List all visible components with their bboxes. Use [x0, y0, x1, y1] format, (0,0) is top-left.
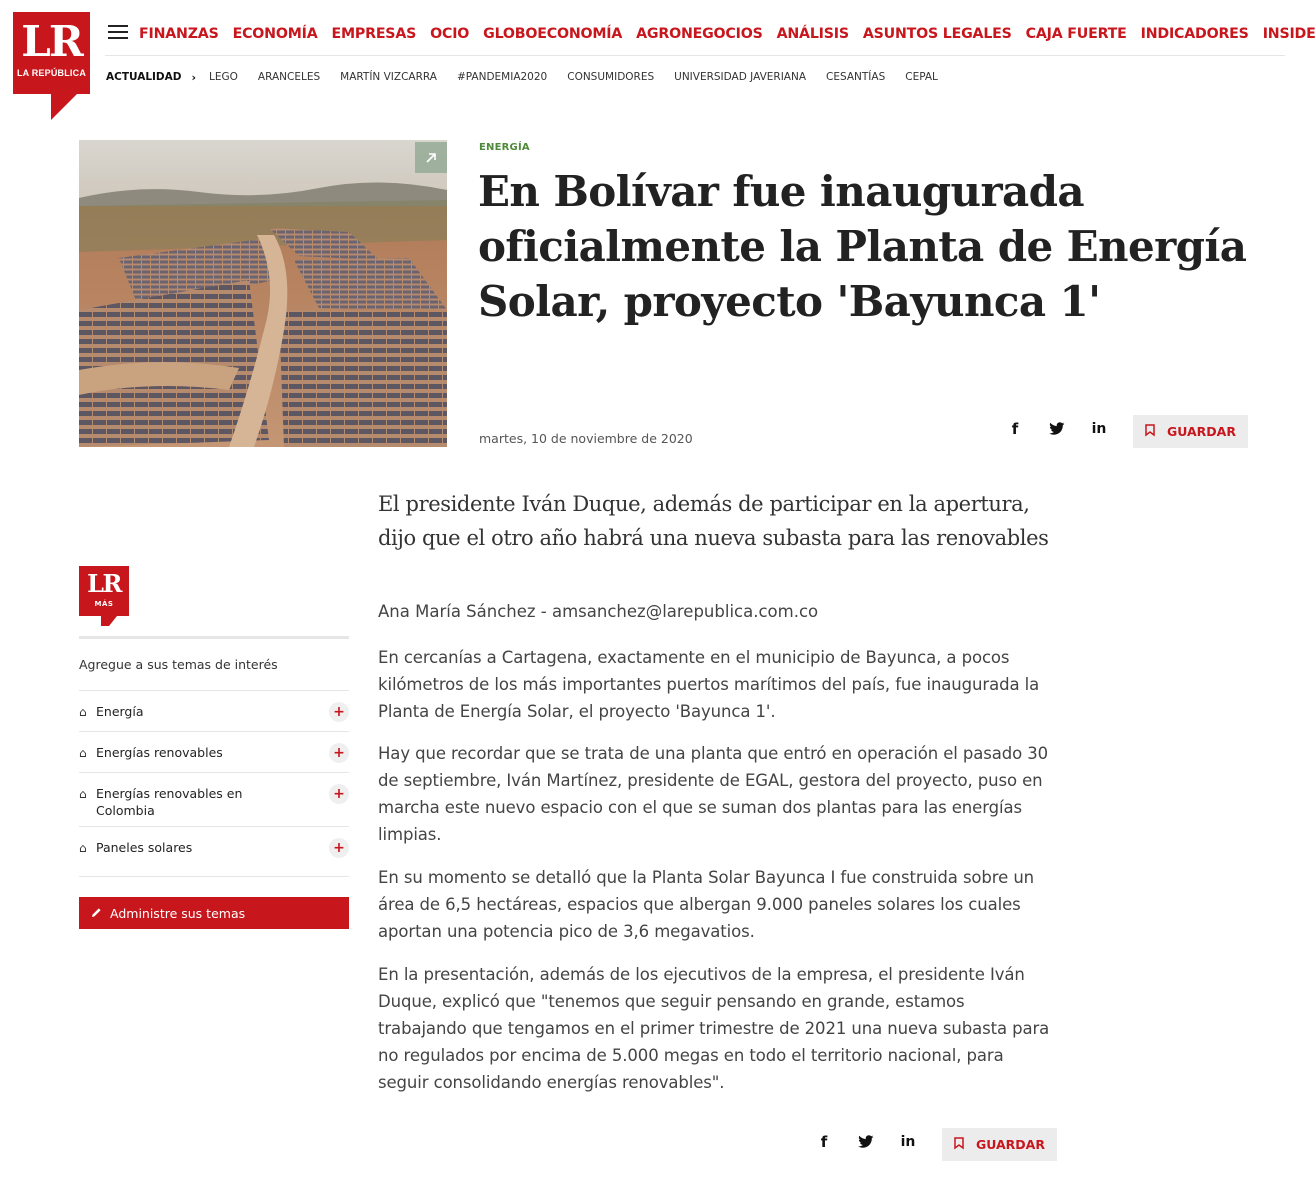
interest-topic-row[interactable] [79, 731, 349, 772]
chevron-right-icon: › [191, 70, 197, 84]
save-label: GUARDAR [975, 1137, 1045, 1152]
bookmark-icon [954, 1137, 964, 1152]
twitter-icon[interactable] [1047, 419, 1067, 439]
save-button-bottom[interactable] [942, 1128, 1057, 1161]
topic-link[interactable]: LEGO [209, 71, 238, 83]
nav-caja-fuerte[interactable]: CAJA FUERTE [1025, 26, 1127, 42]
interest-topic-label: Energías renovables en Colombia [96, 786, 243, 818]
interest-topic-label: Energía [96, 704, 144, 719]
topic-link[interactable]: UNIVERSIDAD JAVERIANA [674, 71, 807, 83]
actualidad-label: ACTUALIDAD [106, 71, 182, 83]
trending-topics-bar [106, 68, 938, 86]
nav-agronegocios[interactable]: AGRONEGOCIOS [636, 26, 763, 42]
topic-link[interactable]: CESANTÍAS [826, 71, 886, 83]
nav-inside[interactable]: INSIDE [1262, 26, 1316, 42]
lr-mas-letters: LR [87, 569, 121, 598]
article-lede: El presidente Iván Duque, además de participar en la apertura, dijo que el otro año habrá una nueva subasta para las renovables [378, 492, 1049, 550]
save-label: GUARDAR [1166, 424, 1236, 439]
linkedin-icon[interactable]: in [900, 1134, 916, 1150]
tag-icon: ⌂ [79, 746, 87, 760]
facebook-icon[interactable]: f [1011, 420, 1019, 438]
tag-icon: ⌂ [79, 787, 87, 801]
add-topic-icon[interactable]: + [329, 838, 349, 858]
nav-empresas[interactable]: EMPRESAS [331, 26, 417, 42]
logo-letters: LR [21, 17, 82, 66]
interest-topic-row[interactable] [79, 772, 349, 826]
article-paragraph: Hay que recordar que se trata de una planta que entró en operación el pasado 30 de septiembre, Iván Martínez, presidente de EGAL, gestora del proyecto, puso en marcha este nuevo espacio con el que se suman dos plantas para las energías limpias. [378, 744, 1049, 844]
interest-topic-label: Paneles solares [96, 840, 193, 855]
manage-topics-label: Administre sus temas [110, 905, 246, 921]
article-title: En Bolívar fue inaugurada oficialmente la Planta de Energía Solar, proyecto 'Bayunca 1' [478, 167, 1247, 326]
nav-divider [105, 55, 1285, 56]
expand-image-icon[interactable] [415, 142, 447, 173]
nav-globoeconomia[interactable]: GLOBOECONOMÍA [483, 26, 623, 42]
share-bar-top [1005, 419, 1109, 439]
sidebar-divider [79, 636, 349, 639]
article-paragraph: En cercanías a Cartagena, exactamente en el municipio de Bayunca, a pocos kilómetros de los más importantes puertos marítimos del país, fue inaugurada la Planta de Energía Solar, el proyecto 'Bayunca 1'. [378, 648, 1040, 721]
pencil-icon [91, 906, 102, 921]
article-hero-image[interactable] [79, 140, 447, 447]
twitter-icon[interactable] [856, 1132, 876, 1152]
manage-topics-button[interactable] [79, 897, 349, 929]
topic-link[interactable]: MARTÍN VIZCARRA [340, 71, 437, 83]
main-nav [139, 23, 1316, 45]
article-date: martes, 10 de noviembre de 2020 [479, 431, 693, 446]
share-bar-bottom [814, 1132, 918, 1152]
logo-tail [51, 94, 77, 120]
nav-finanzas[interactable]: FINANZAS [139, 26, 219, 42]
add-topic-icon[interactable]: + [329, 702, 349, 722]
article-byline: Ana María Sánchez - amsanchez@larepublica.com.co [378, 602, 819, 621]
lr-mas-subtext: MÁS [94, 600, 114, 608]
menu-icon[interactable] [108, 24, 128, 40]
interest-topic-row[interactable] [79, 690, 349, 731]
bookmark-icon [1145, 424, 1155, 439]
tag-icon: ⌂ [79, 841, 87, 855]
topic-link[interactable]: ARANCELES [257, 71, 321, 83]
nav-ocio[interactable]: OCIO [430, 26, 470, 42]
add-topic-icon[interactable]: + [329, 743, 349, 763]
facebook-icon[interactable]: f [820, 1133, 828, 1151]
interest-topic-label: Energías renovables [96, 745, 223, 760]
nav-economia[interactable]: ECONOMÍA [232, 26, 318, 42]
site-logo[interactable] [13, 12, 90, 94]
linkedin-icon[interactable]: in [1091, 421, 1107, 437]
article-category[interactable]: ENERGÍA [479, 142, 530, 153]
topic-link[interactable]: CONSUMIDORES [567, 71, 655, 83]
logo-subtext: LA REPÚBLICA [16, 68, 87, 78]
topic-link[interactable]: CEPAL [905, 71, 938, 83]
article-paragraph: En su momento se detalló que la Planta Solar Bayunca I fue construida sobre un área de 6,5 hectáreas, espacios que albergan 9.000 paneles solares los cuales aportan una potencia pico de 3,6 megavatios. [378, 868, 1035, 941]
add-topic-icon[interactable]: + [329, 784, 349, 804]
interest-topic-row[interactable] [79, 826, 349, 876]
sidebar-intro: Agregue a sus temas de interés [79, 657, 278, 672]
tag-icon: ⌂ [79, 705, 87, 719]
save-button[interactable] [1133, 415, 1248, 448]
lr-mas-tail [101, 616, 117, 626]
sidebar-divider-bottom [79, 876, 349, 877]
topic-link[interactable]: #PANDEMIA2020 [456, 71, 548, 83]
nav-asuntos-legales[interactable]: ASUNTOS LEGALES [862, 26, 1012, 42]
nav-indicadores[interactable]: INDICADORES [1140, 26, 1249, 42]
nav-analisis[interactable]: ANÁLISIS [776, 26, 849, 42]
lr-mas-logo[interactable] [79, 566, 129, 616]
article-paragraph: En la presentación, además de los ejecutivos de la empresa, el presidente Iván Duque, explicó que "tenemos que seguir pensando en grande, estamos trabajando que tengamos en el primer trimestre de 2021 una nueva subasta para no regulados por encima de 5.000 megas en todo el territorio nacional, para seguir consolidando energías renovables". [378, 965, 1050, 1092]
